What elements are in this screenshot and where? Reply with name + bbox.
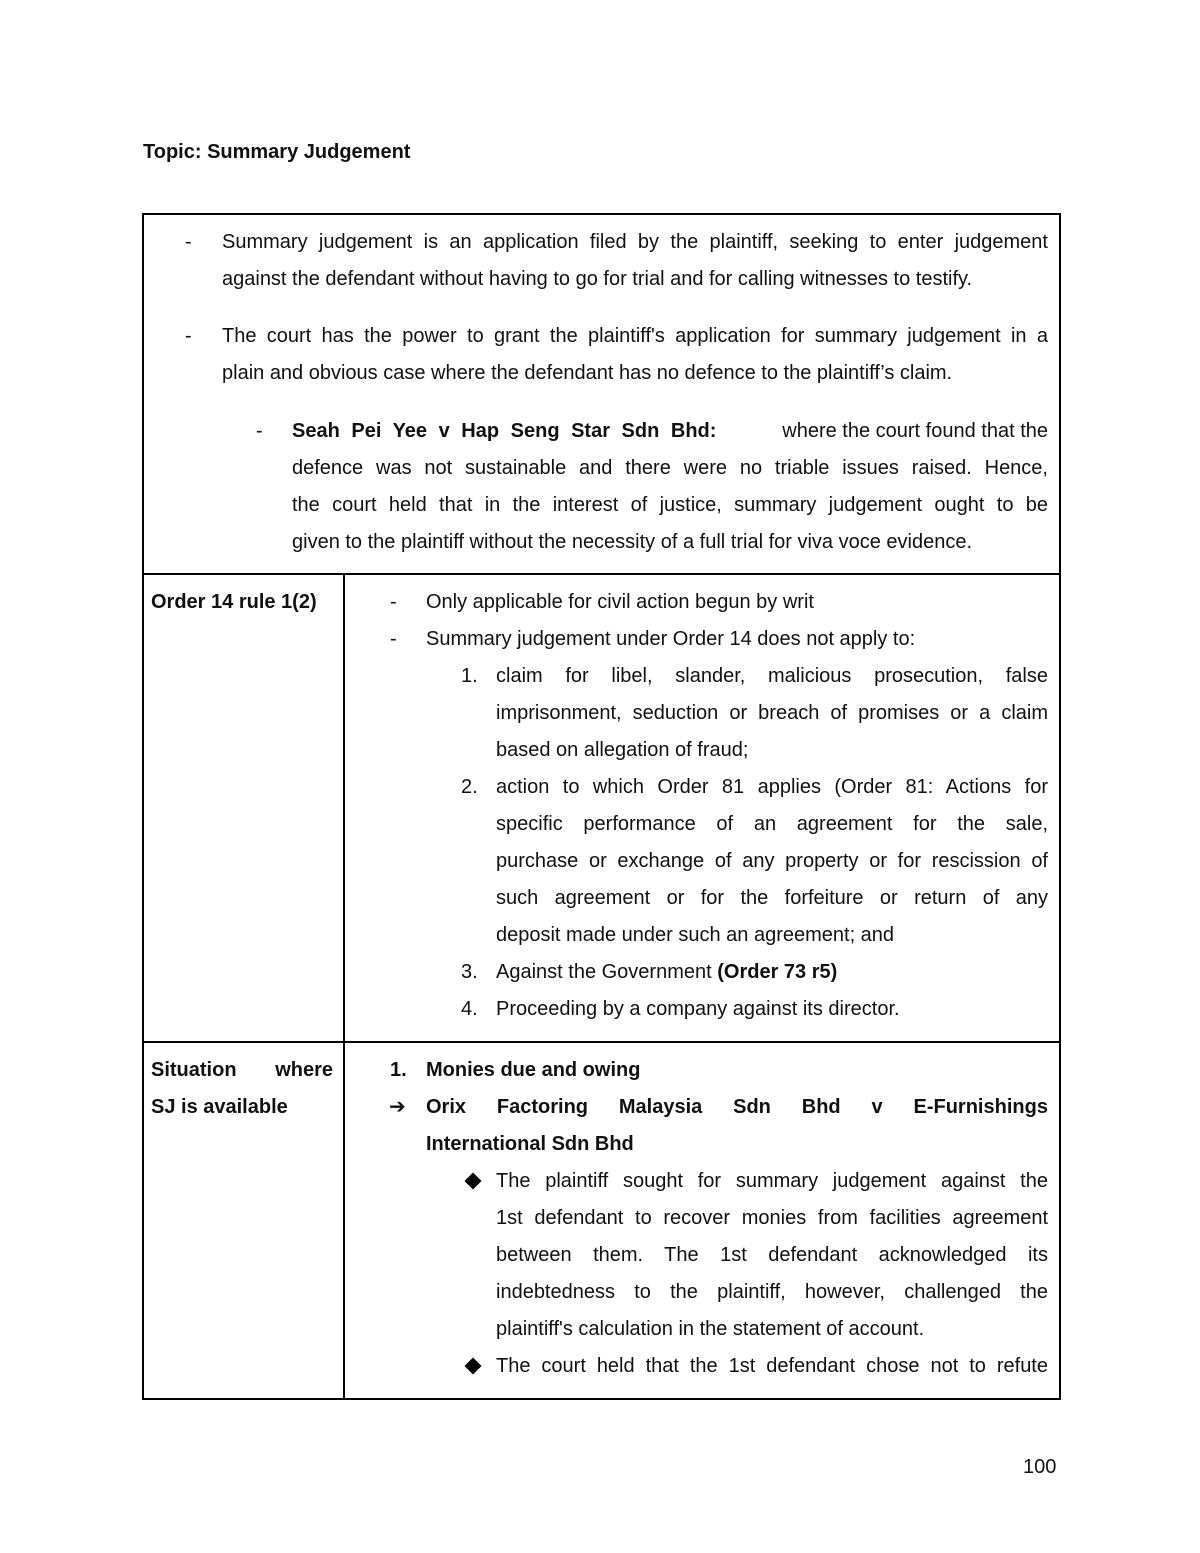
order14-label: Order 14 rule 1(2) bbox=[151, 591, 317, 613]
case-orix-line2: International Sdn Bhd bbox=[426, 1133, 634, 1155]
case-word: Bhd bbox=[801, 1096, 841, 1118]
case-word: Sdn bbox=[733, 1096, 771, 1118]
case-seah-line2: defence was not sustainable and there were no triable issues raised. Hence, bbox=[292, 457, 1048, 479]
list-number: 2. bbox=[461, 776, 478, 798]
situation-section bbox=[144, 1043, 1059, 1398]
item3-reference: (Order 73 r5) bbox=[717, 961, 838, 983]
dash-bullet: - bbox=[185, 325, 192, 347]
point1-line2: 1st defendant to recover monies from facilities agreement bbox=[496, 1207, 1048, 1229]
order14-section bbox=[144, 575, 1059, 1043]
dash-bullet: - bbox=[390, 628, 397, 650]
item2-line1: action to which Order 81 applies (Order 81: Actions for bbox=[496, 776, 1048, 798]
case-seah-line1 bbox=[292, 419, 1048, 443]
case-word: Orix bbox=[426, 1096, 467, 1118]
point1-line3: between them. The 1st defendant acknowledged its bbox=[496, 1244, 1048, 1266]
dash-bullet: - bbox=[256, 420, 263, 442]
order14-label-cell bbox=[144, 575, 345, 1041]
situation-heading: Monies due and owing bbox=[426, 1059, 641, 1081]
order14-content-cell bbox=[345, 575, 1059, 1041]
item2-line5: deposit made under such an agreement; and bbox=[496, 924, 895, 946]
item2-line4: such agreement or for the forfeiture or return of any bbox=[496, 887, 1048, 909]
case-word: E-Furnishings bbox=[913, 1096, 1048, 1118]
intro-p2-line1: The court has the power to grant the plaintiff's application for summary judgement in a bbox=[222, 325, 1048, 347]
intro-p1-line1: Summary judgement is an application filed by the plaintiff, seeking to enter judgement bbox=[222, 231, 1048, 253]
case-seah-line3: the court held that in the interest of justice, summary judgement ought to be bbox=[292, 494, 1048, 516]
situation-content-cell bbox=[345, 1043, 1059, 1398]
item4: Proceeding by a company against its director. bbox=[496, 998, 900, 1020]
situation-word: where bbox=[275, 1059, 333, 1081]
order14-bullet1: Only applicable for civil action begun by writ bbox=[426, 591, 814, 613]
situation-label-cell bbox=[144, 1043, 345, 1398]
case-name-seah: Seah Pei Yee v Hap Seng Star Sdn Bhd: bbox=[292, 420, 717, 442]
item1-line2: imprisonment, seduction or breach of promises or a claim bbox=[496, 702, 1048, 724]
case-seah-text: where the court found that the bbox=[782, 420, 1048, 442]
dash-bullet: - bbox=[390, 591, 397, 613]
situation-label-line2: SJ is available bbox=[151, 1096, 288, 1118]
item1-line1: claim for libel, slander, malicious prosecution, false bbox=[496, 665, 1048, 687]
item1-line3: based on allegation of fraud; bbox=[496, 739, 749, 761]
intro-p1-line2: against the defendant without having to go for trial and for calling witnesses to testify. bbox=[222, 268, 973, 290]
case-word: v bbox=[871, 1096, 883, 1118]
item2-line2: specific performance of an agreement for the sale, bbox=[496, 813, 1048, 835]
content-table bbox=[142, 213, 1061, 1400]
point2-line1: The court held that the 1st defendant chose not to refute bbox=[496, 1355, 1048, 1377]
list-number: 4. bbox=[461, 998, 478, 1020]
item3 bbox=[496, 960, 837, 984]
situation-word: Situation bbox=[151, 1059, 237, 1081]
situation-label-line1 bbox=[151, 1058, 333, 1082]
case-orix-line1 bbox=[426, 1095, 1048, 1119]
order14-bullet2: Summary judgement under Order 14 does not apply to: bbox=[426, 628, 916, 650]
intro-section bbox=[144, 215, 1059, 575]
point1-line4: indebtedness to the plaintiff, however, challenged the bbox=[496, 1281, 1048, 1303]
page-number: 100 bbox=[1023, 1456, 1057, 1478]
list-number: 1. bbox=[390, 1059, 407, 1081]
intro-p2-line2: plain and obvious case where the defendant has no defence to the plaintiff’s claim. bbox=[222, 362, 953, 384]
item2-line3: purchase or exchange of any property or for rescission of bbox=[496, 850, 1048, 872]
diamond-bullet-icon bbox=[465, 1358, 482, 1375]
dash-bullet: - bbox=[185, 231, 192, 253]
arrow-right-icon: ➔ bbox=[389, 1096, 406, 1118]
case-seah-line4: given to the plaintiff without the necessity of a full trial for viva voce evidence. bbox=[292, 531, 972, 553]
item3-text: Against the Government bbox=[496, 961, 712, 983]
page-title: Topic: Summary Judgement bbox=[143, 141, 411, 163]
case-word: Malaysia bbox=[618, 1096, 703, 1118]
list-number: 3. bbox=[461, 961, 478, 983]
list-number: 1. bbox=[461, 665, 478, 687]
point1-line5: plaintiff's calculation in the statement of account. bbox=[496, 1318, 925, 1340]
diamond-bullet-icon bbox=[465, 1173, 482, 1190]
case-word: Factoring bbox=[496, 1096, 589, 1118]
point1-line1: The plaintiff sought for summary judgement against the bbox=[496, 1170, 1048, 1192]
